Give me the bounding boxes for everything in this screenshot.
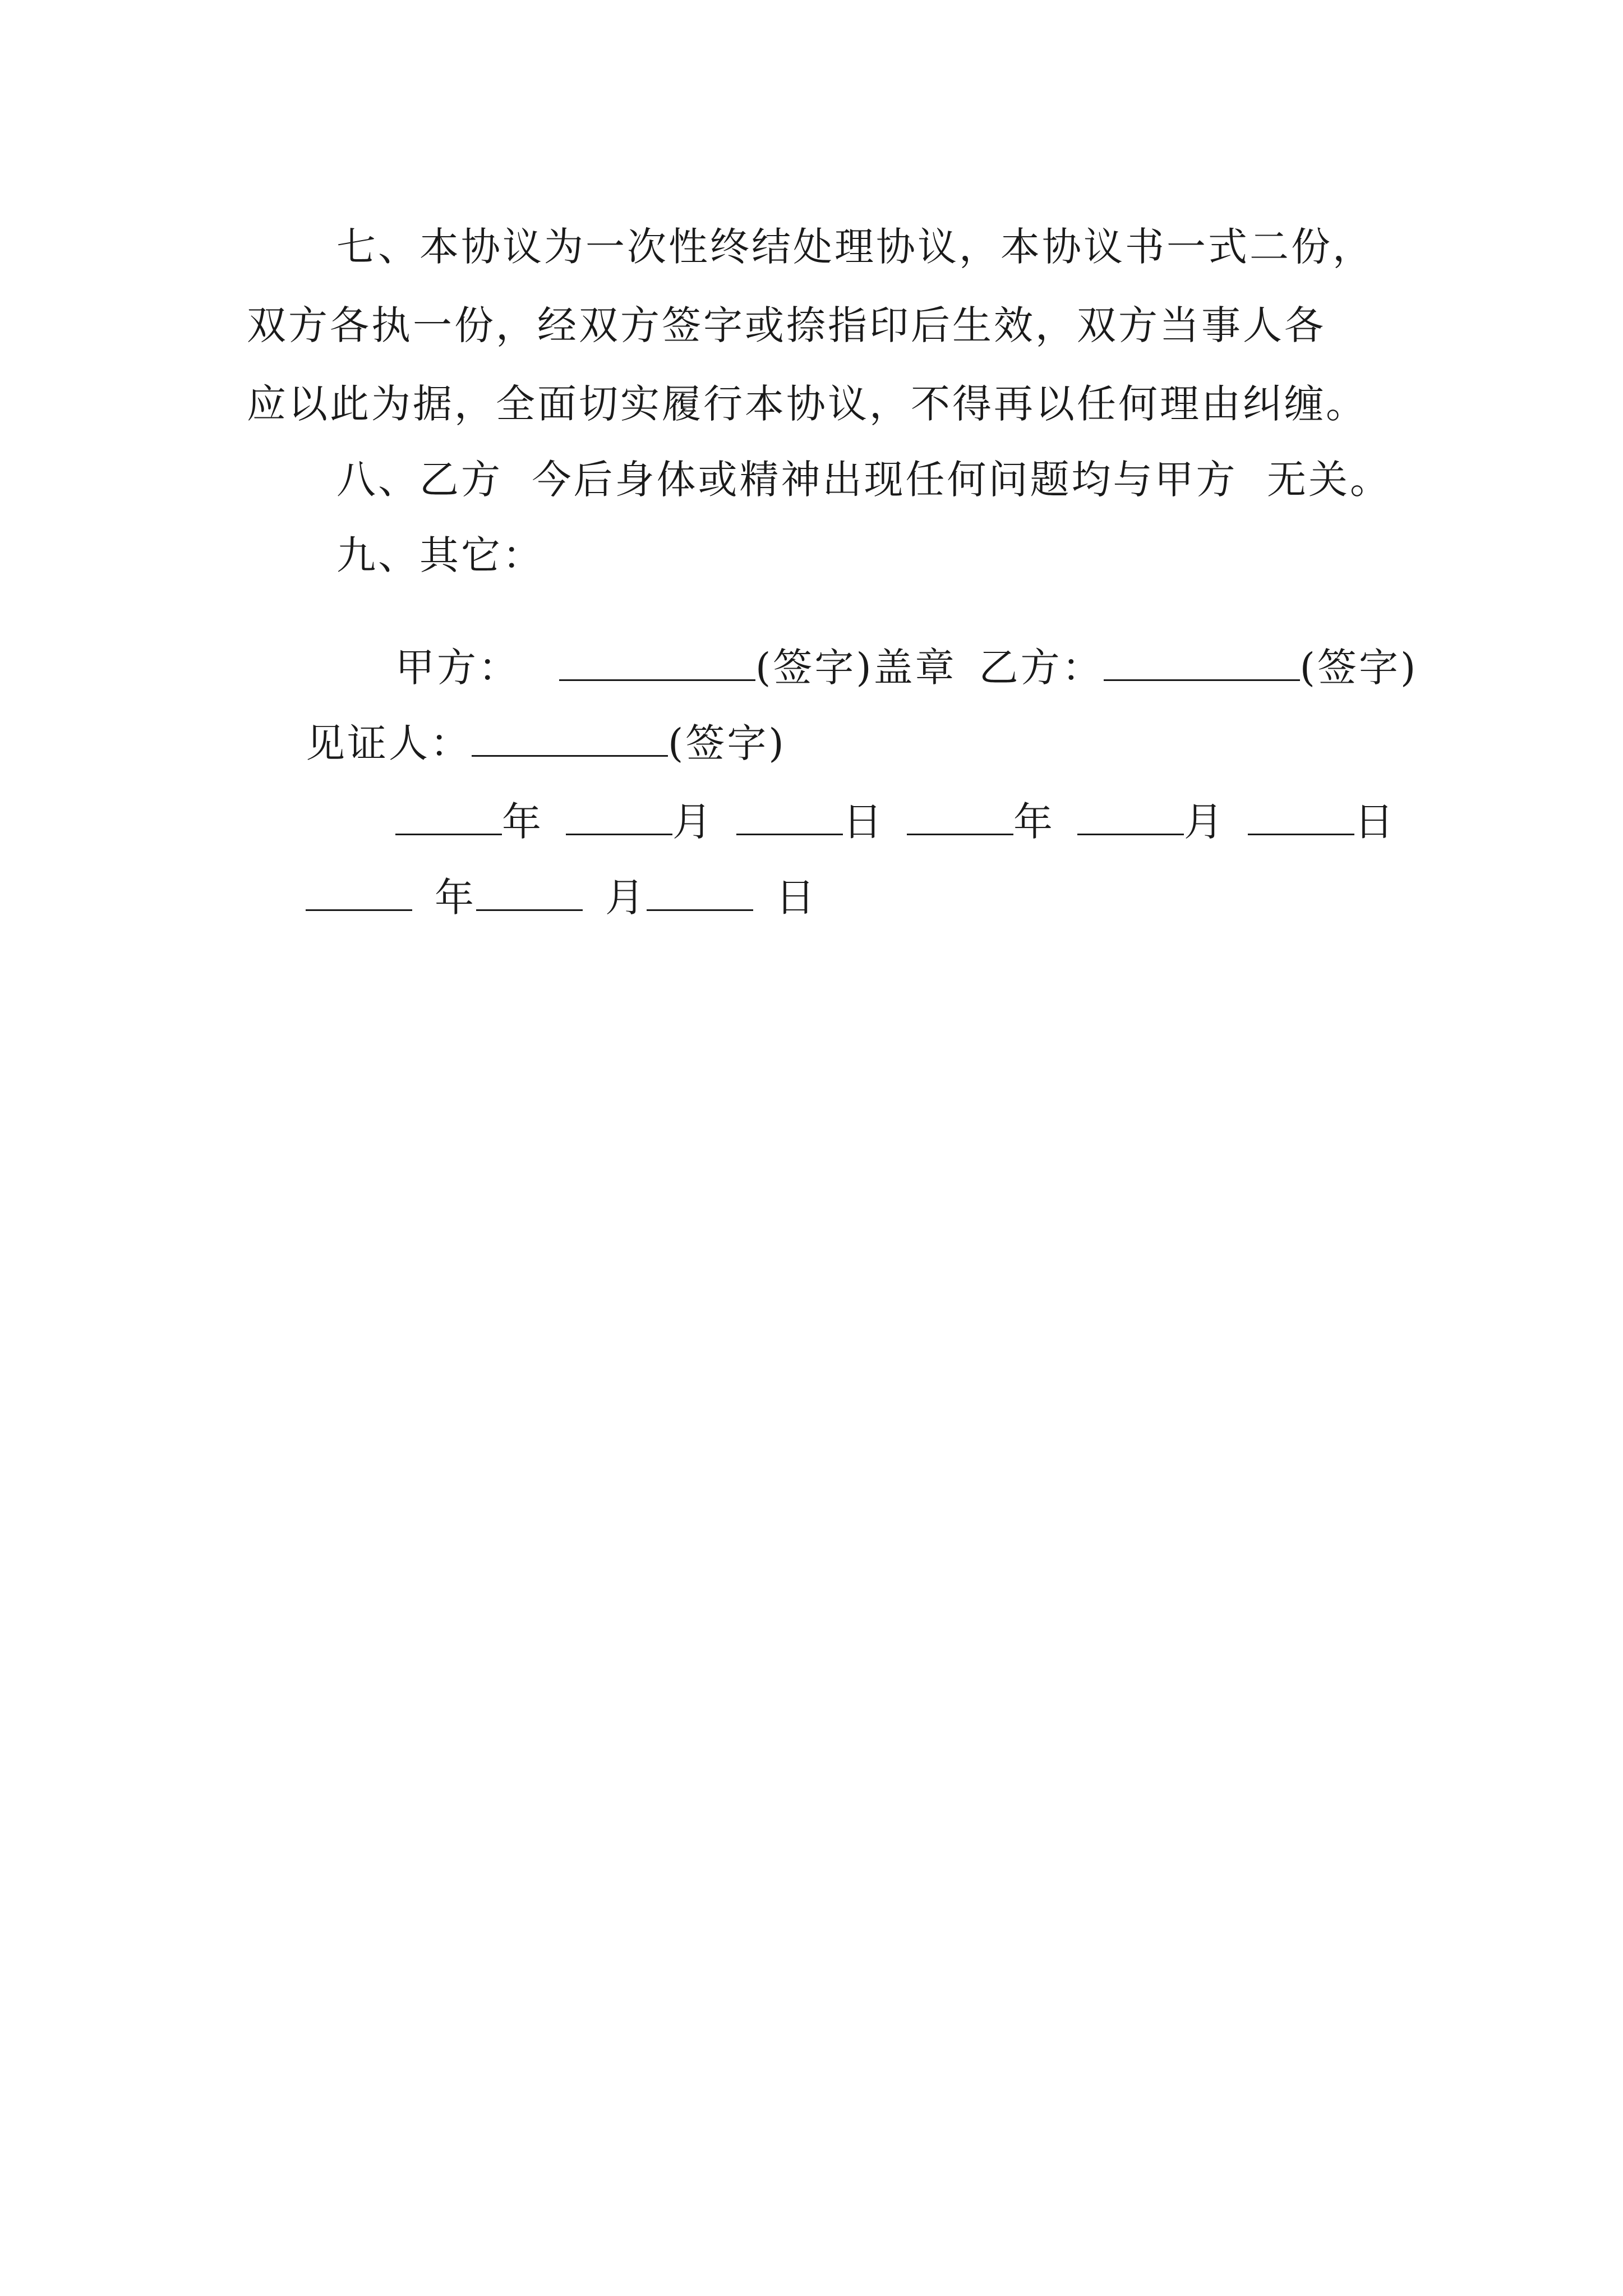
date-row-witness (247, 839, 817, 956)
date-a-day-label: 日 (843, 799, 885, 845)
date-b-day-label: 日 (1354, 799, 1396, 845)
witness-label: 见证人： (306, 720, 472, 766)
date-b-year-blank[interactable] (907, 833, 1013, 835)
party-a-seal-note: 盖章 (873, 645, 957, 691)
date-b-year-label: 年 (1013, 799, 1055, 845)
witness-sign-note: (签字) (668, 720, 786, 766)
date-w-year-label: 年 (435, 875, 477, 921)
date-w-month-blank[interactable] (476, 909, 583, 911)
clause-8: 八、乙方 今后身体或精神出现任何问题均与甲方 无关。 (336, 457, 1392, 503)
date-w-day-label: 日 (776, 875, 818, 921)
date-w-day-blank[interactable] (647, 909, 753, 911)
date-a-year-blank[interactable] (395, 833, 502, 835)
party-a-sign-note: (签字) (755, 645, 874, 691)
date-w-month-label: 月 (605, 875, 647, 921)
date-a-year-label: 年 (502, 799, 544, 845)
party-a-signature-blank[interactable] (559, 679, 755, 681)
witness-signature-blank[interactable] (472, 754, 668, 757)
date-b-day-blank[interactable] (1248, 833, 1354, 835)
clause-7-line-1: 七、本协议为一次性终结处理协议，本协议书一式二份， (336, 224, 1374, 270)
date-w-year-blank[interactable] (306, 909, 412, 911)
clause-7-line-3: 应以此为据，全面切实履行本协议，不得再以任何理由纠缠。 (247, 381, 1367, 427)
clause-7-line-2: 双方各执一份，经双方签字或捺指印后生效，双方当事人各 (247, 302, 1326, 348)
date-a-month-label: 月 (672, 799, 714, 845)
date-b-month-blank[interactable] (1077, 833, 1184, 835)
party-b-signature-blank[interactable] (1104, 679, 1300, 681)
date-a-day-blank[interactable] (736, 833, 843, 835)
party-b-sign-note: (签字) (1299, 645, 1418, 691)
party-b-label: 乙方： (979, 645, 1104, 691)
date-a-month-blank[interactable] (566, 833, 672, 835)
clause-9: 九、其它： (336, 532, 544, 578)
party-a-label: 甲方： (395, 645, 520, 691)
date-b-month-label: 月 (1184, 799, 1226, 845)
